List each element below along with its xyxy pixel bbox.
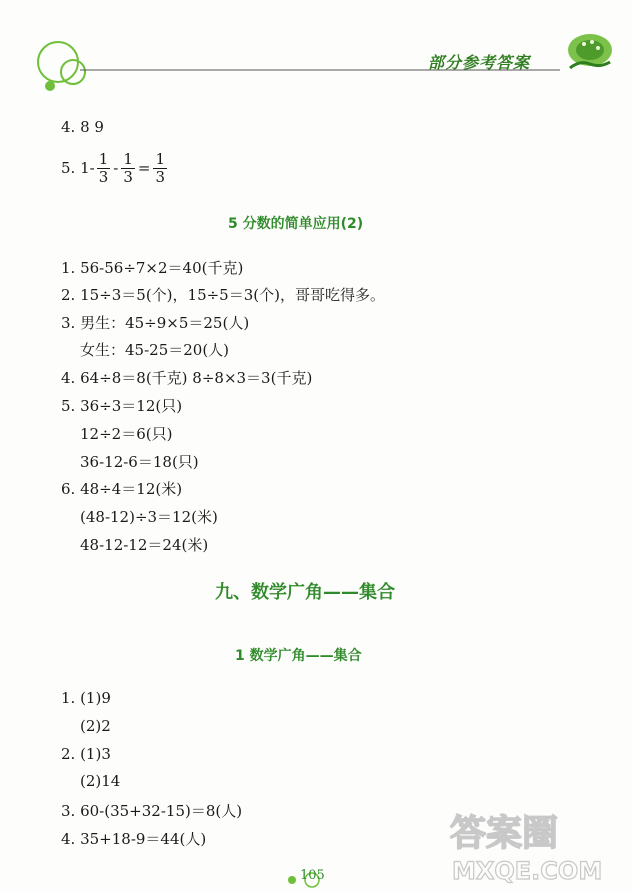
page-header: [0, 0, 632, 105]
answer-line: 1. (1)9: [61, 689, 111, 707]
operator: -: [113, 159, 119, 177]
denominator: 3: [155, 167, 165, 186]
chapter-heading: 九、数学广角——集合: [215, 582, 395, 603]
fraction: [97, 151, 111, 186]
answer-line: 3. 男生：45÷9×5＝25(人): [61, 314, 250, 332]
header-title: 部分参考答案: [428, 53, 531, 72]
answer-line: 4. 35+18-9＝44(人): [61, 830, 207, 848]
answer-line: 2. 15÷3＝5(个)，15÷5＝3(个)，哥哥吃得多。: [61, 286, 385, 304]
answer-line: 5. 36÷3＝12(只): [61, 397, 183, 415]
answer-line: 12÷2＝6(只): [80, 425, 173, 443]
answer-line: 4. 8 9: [61, 118, 104, 136]
watermark-text-top: 答案圈: [450, 813, 559, 854]
answer-line: 3. 60-(35+32-15)＝8(人): [61, 802, 243, 820]
section-heading: 1 数学广角——集合: [235, 648, 362, 664]
numerator: 1: [98, 149, 109, 168]
answer-line: (2)2: [80, 717, 111, 735]
answer-line: 4. 64÷8＝8(千克) 8÷8×3＝3(千克): [61, 369, 313, 387]
peacock-icon: [560, 30, 616, 76]
fraction-equation: [61, 146, 169, 190]
watermark-logo: [440, 795, 620, 887]
page-number: 105: [300, 868, 325, 883]
numerator: 1: [155, 149, 165, 168]
answer-line: 36-12-6＝18(只): [80, 453, 199, 471]
fraction: [153, 151, 167, 186]
section-heading: 5 分数的简单应用(2): [228, 216, 364, 232]
denominator: 3: [98, 167, 109, 186]
answer-line: (48-12)÷3＝12(米): [80, 508, 218, 526]
answer-line: 6. 48÷4＝12(米): [61, 480, 183, 498]
answer-line: (2)14: [80, 772, 121, 790]
equation-prefix: 5. 1-: [61, 159, 95, 177]
fraction: [121, 151, 135, 186]
numerator: 1: [123, 149, 133, 168]
answer-line: 女生：45-25＝20(人): [80, 341, 230, 359]
operator: =: [137, 159, 151, 177]
answer-line: 48-12-12＝24(米): [80, 536, 209, 554]
watermark-text-bottom: MXQE.COM: [452, 857, 603, 885]
denominator: 3: [123, 167, 133, 186]
answer-line: 2. (1)3: [61, 745, 111, 763]
answer-line: 1. 56-56÷7×2＝40(千克): [61, 259, 244, 277]
